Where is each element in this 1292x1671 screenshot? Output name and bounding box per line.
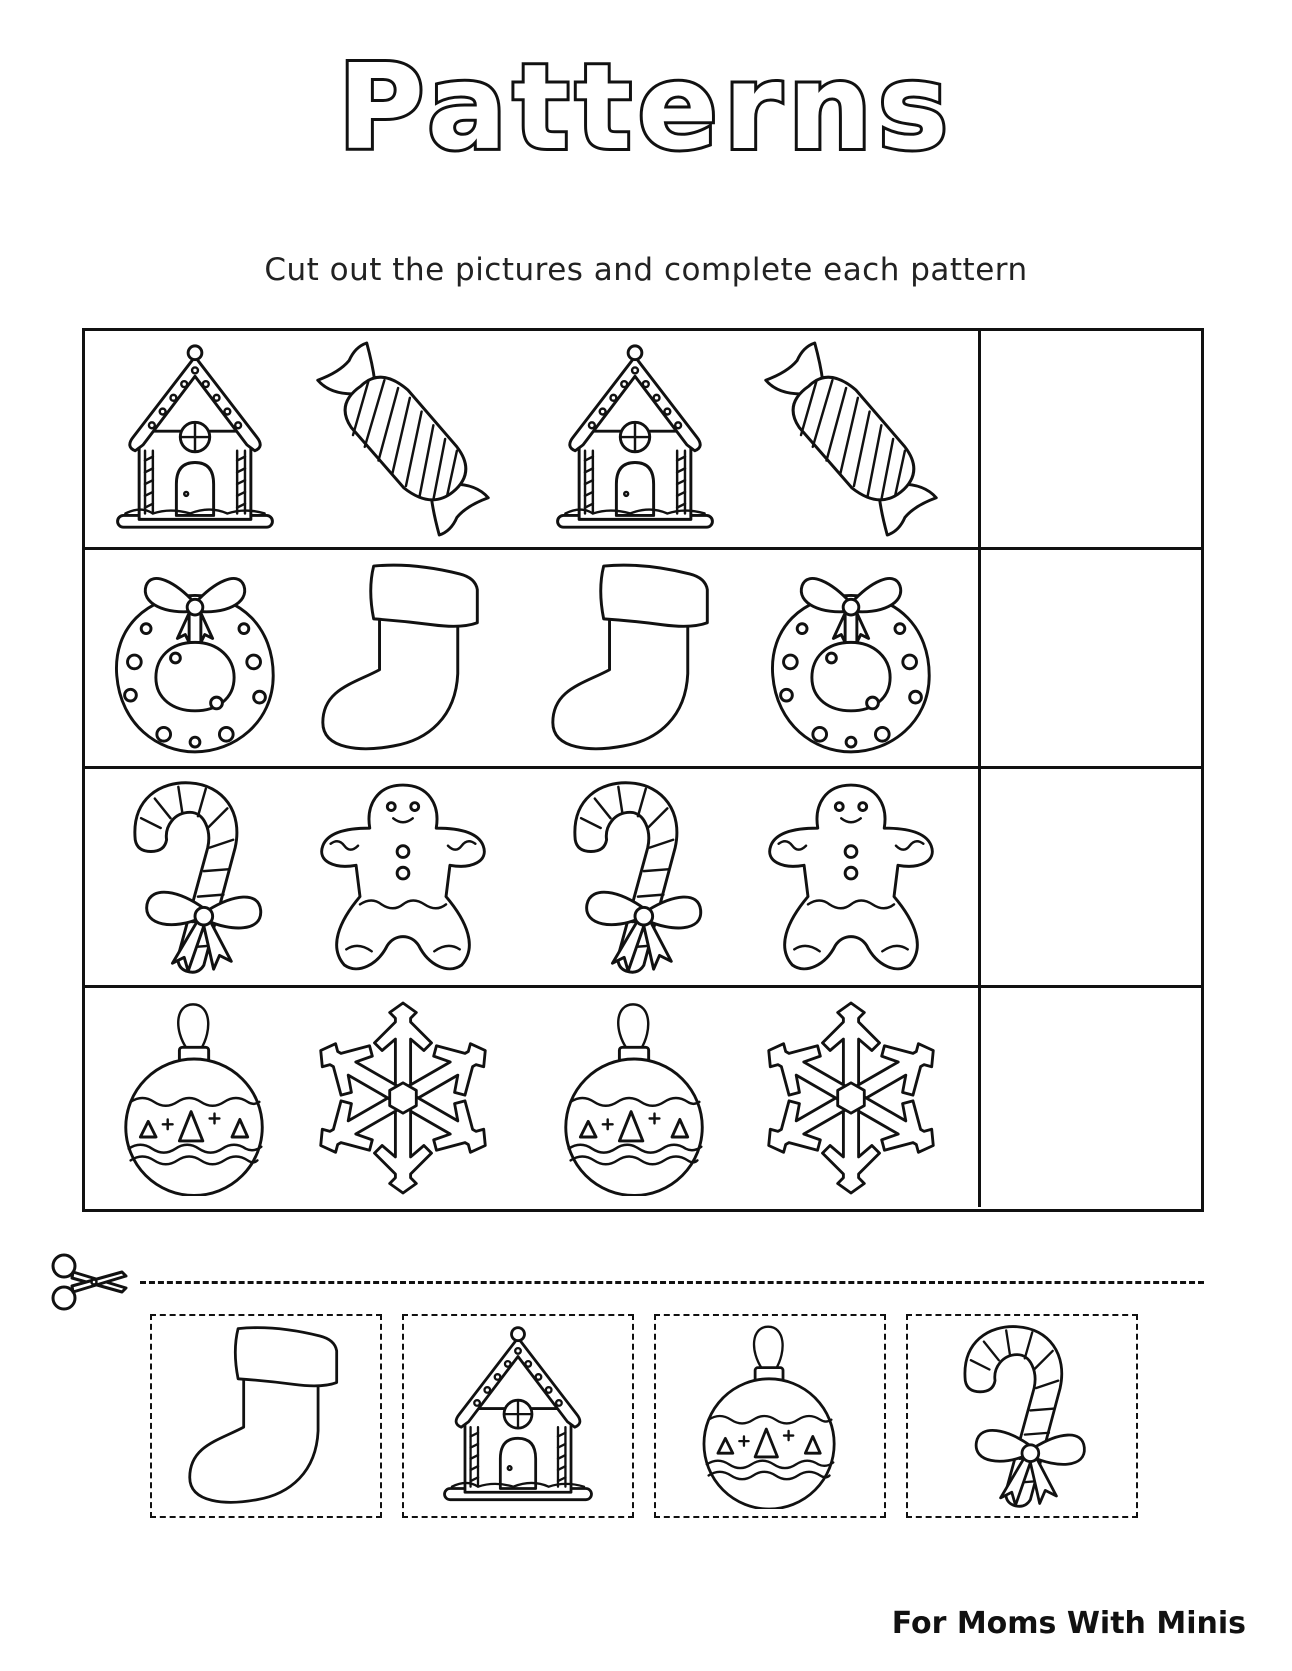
candy-cane-icon	[95, 769, 295, 985]
stocking-icon	[171, 1323, 361, 1509]
stocking-icon	[301, 550, 505, 766]
ornament-icon	[535, 988, 735, 1207]
answer-box-1[interactable]	[978, 331, 1201, 547]
cut-line	[140, 1281, 1204, 1284]
pattern-row-4	[85, 988, 1201, 1207]
cutout-gingerbread-house[interactable]	[402, 1314, 634, 1518]
candy-icon	[301, 331, 505, 547]
brand-footer: For Moms With Minis	[891, 1606, 1246, 1641]
answer-box-2[interactable]	[978, 550, 1201, 766]
candy-cane-icon	[951, 1323, 1093, 1509]
answer-box-4[interactable]	[978, 988, 1201, 1207]
gingerbread-man-icon	[749, 769, 953, 985]
snowflake-icon	[301, 988, 505, 1207]
gingerbread-house-icon	[436, 1323, 600, 1509]
gingerbread-house-icon	[95, 331, 295, 547]
pattern-row-1	[85, 331, 1201, 550]
wreath-icon	[95, 550, 295, 766]
candy-icon	[749, 331, 953, 547]
gingerbread-house-icon	[535, 331, 735, 547]
stocking-icon	[531, 550, 735, 766]
ornament-icon	[695, 1323, 845, 1509]
pattern-grid	[82, 328, 1204, 1212]
gingerbread-man-icon	[301, 769, 505, 985]
wreath-icon	[749, 550, 953, 766]
instructions: Cut out the pictures and complete each pattern	[264, 252, 1028, 288]
cutout-ornament[interactable]	[654, 1314, 886, 1518]
pattern-row-2	[85, 550, 1201, 769]
scissors-icon	[48, 1252, 130, 1312]
pattern-row-3	[85, 769, 1201, 988]
answer-box-3[interactable]	[978, 769, 1201, 985]
page-title: Patterns	[337, 38, 955, 176]
candy-cane-icon	[535, 769, 735, 985]
cutout-stocking[interactable]	[150, 1314, 382, 1518]
snowflake-icon	[749, 988, 953, 1207]
cutout-candy-cane[interactable]	[906, 1314, 1138, 1518]
ornament-icon	[95, 988, 295, 1207]
